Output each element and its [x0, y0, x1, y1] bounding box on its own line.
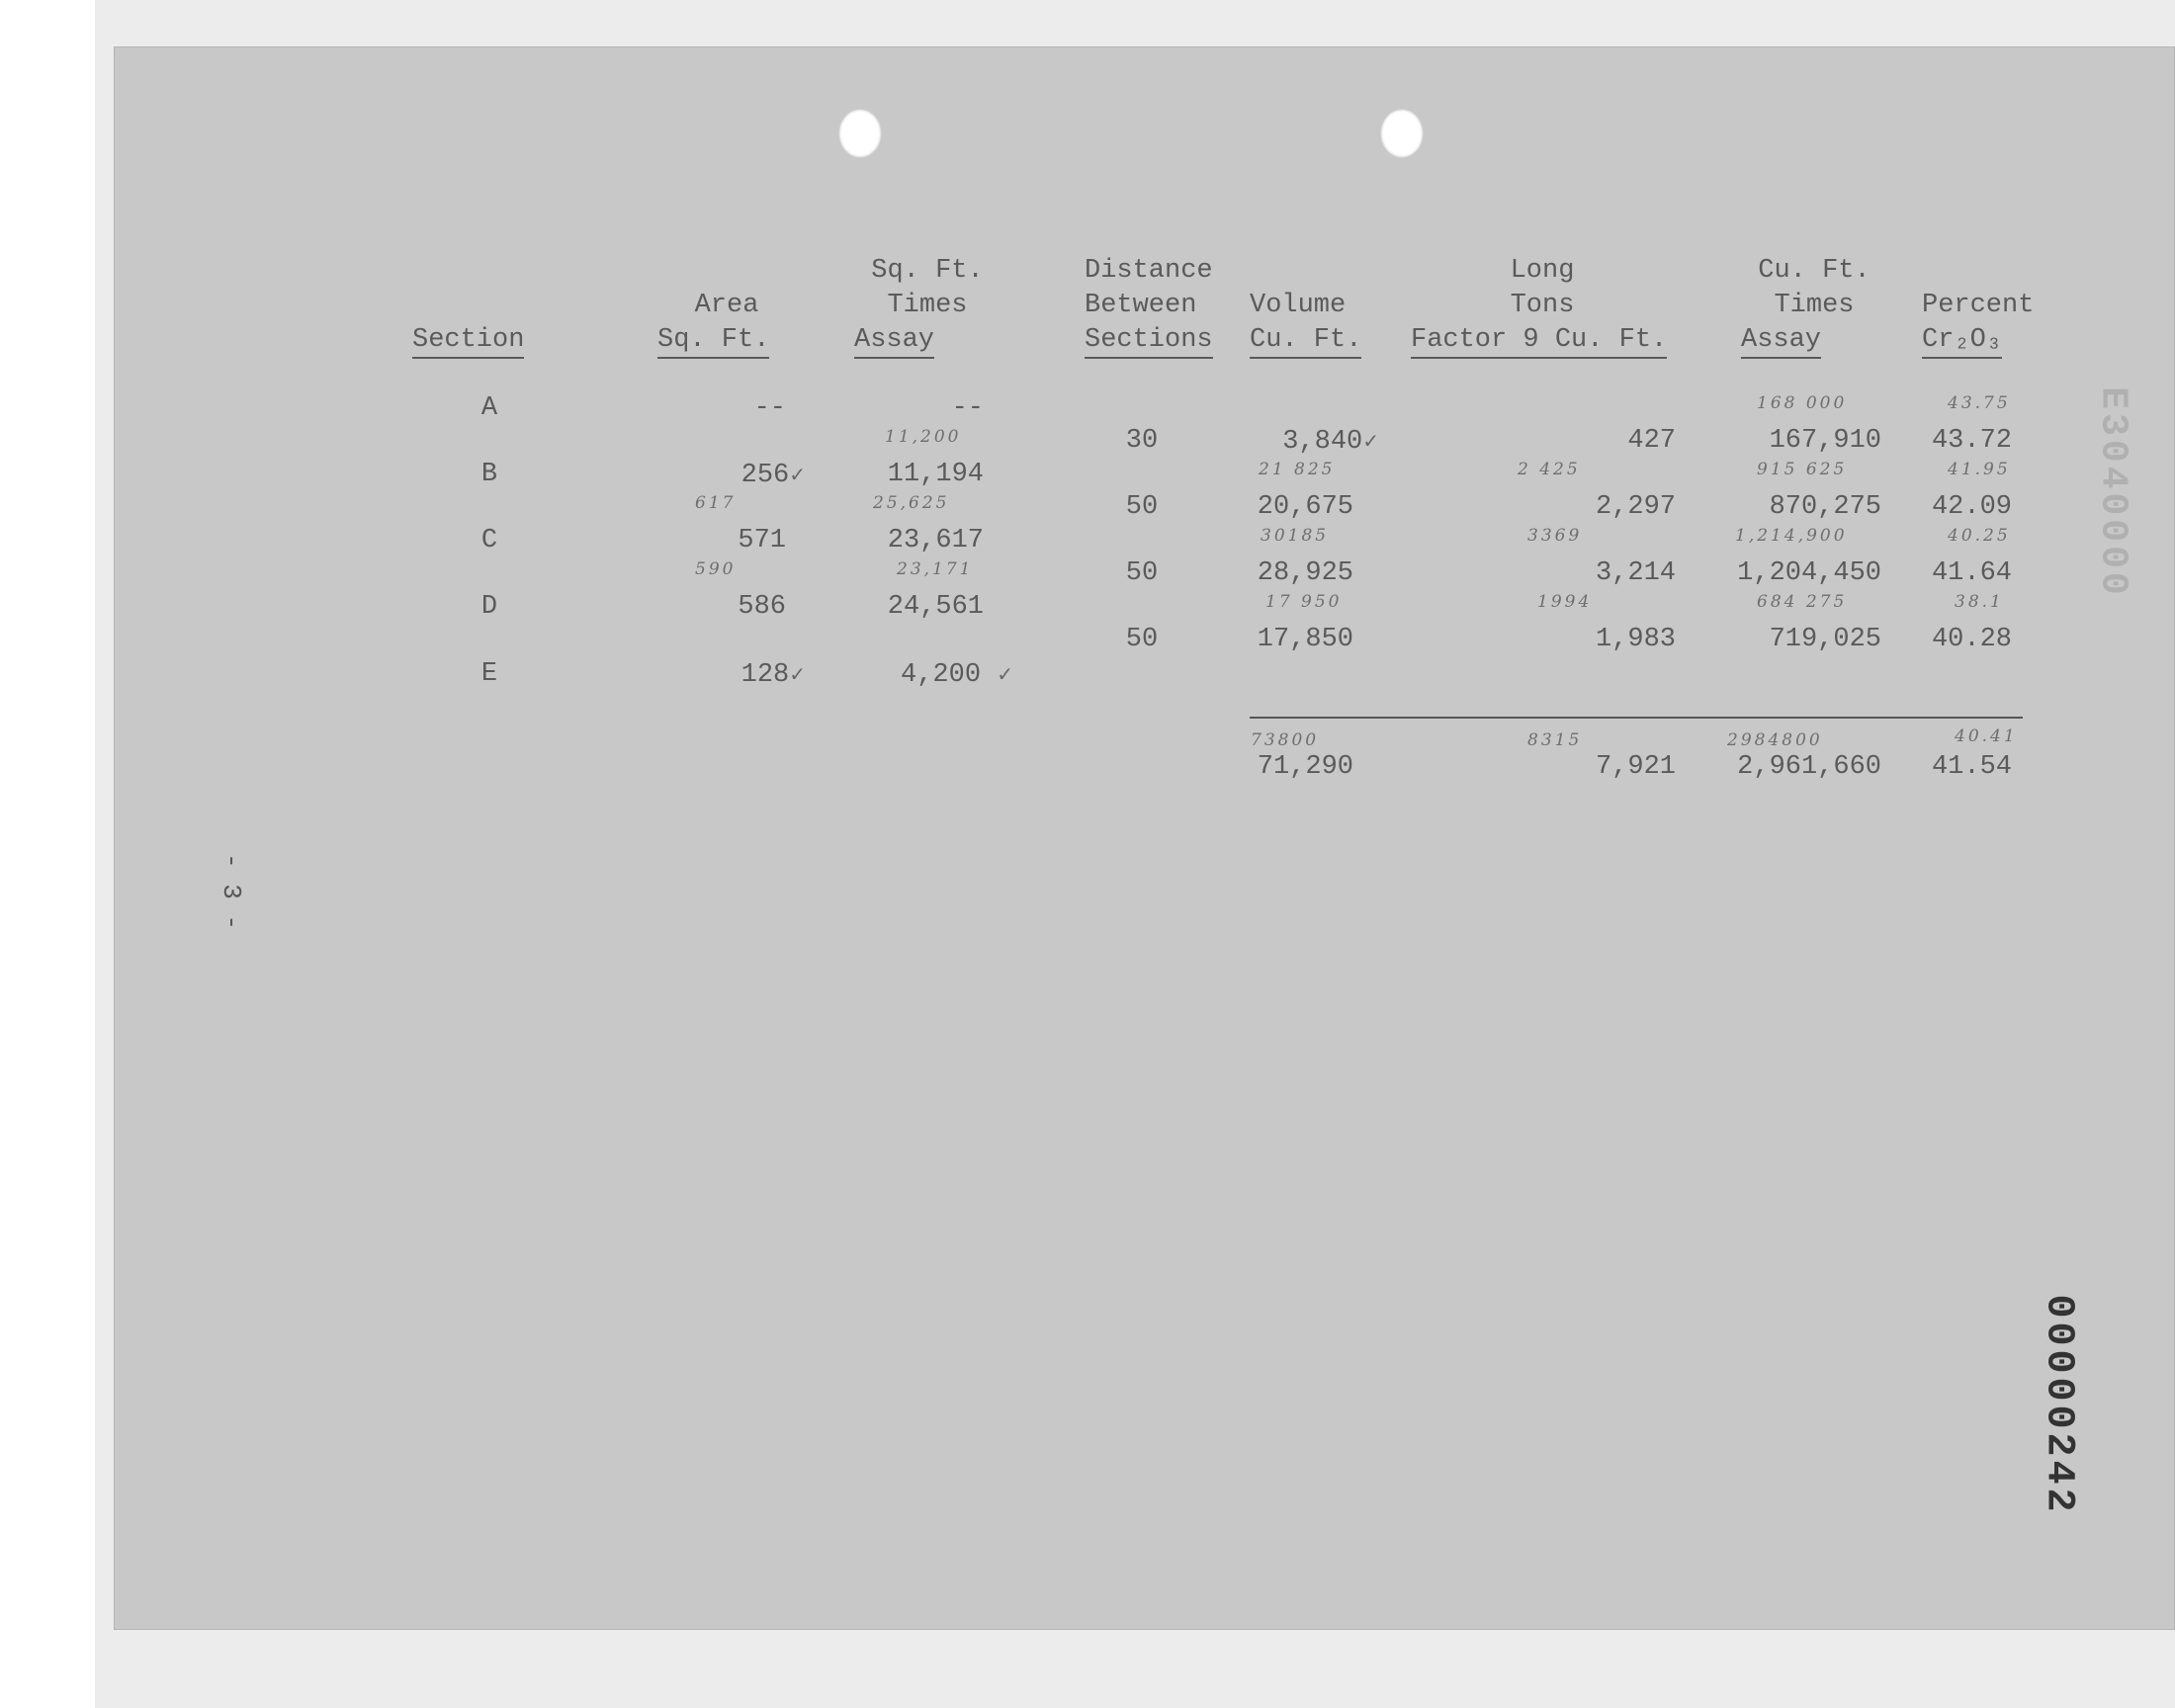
interval-volume: 3,840✓ — [1282, 427, 1379, 457]
header-cuft-top: Cu. Ft. — [1758, 256, 1870, 286]
interval-cuft-assay: 719,025 — [1769, 625, 1881, 654]
handwritten-note: 11,200 — [885, 427, 962, 447]
interval-percent: 43.72 — [1931, 426, 2012, 456]
section-sqft-assay: 24,561 — [887, 592, 984, 622]
interval-cuft-assay: 1,204,450 — [1737, 558, 1881, 588]
header-tons-bottom: Factor 9 Cu. Ft. — [1411, 324, 1667, 359]
check-mark-icon: ✓ — [789, 463, 806, 486]
total-percent: 41.54 — [1931, 752, 2012, 782]
header-sqft-mid: Times — [887, 291, 968, 320]
header-tons-top: Long — [1510, 256, 1575, 286]
section-name: A — [480, 393, 498, 423]
totals-rule — [1250, 717, 2023, 719]
interval-volume: 28,925 — [1257, 558, 1353, 588]
handwritten-note: 2984800 — [1727, 730, 1823, 750]
header-volume-top: Volume — [1250, 291, 1347, 320]
handwritten-note: 1,214,900 — [1735, 526, 1848, 546]
page-number: - 3 - — [217, 852, 247, 931]
section-name: E — [480, 659, 498, 689]
handwritten-note: 590 — [695, 559, 737, 579]
header-volume-bottom: Cu. Ft. — [1250, 324, 1361, 359]
handwritten-note: 43.75 — [1948, 393, 2011, 413]
section-area: 586 — [738, 592, 786, 622]
handwritten-note: 38.1 — [1955, 592, 2004, 612]
interval-distance: 50 — [1125, 625, 1159, 654]
section-name: B — [480, 460, 498, 489]
header-tons-mid: Tons — [1510, 291, 1575, 320]
section-name: C — [480, 526, 498, 555]
section-area: -- — [753, 393, 786, 423]
interval-distance: 30 — [1125, 426, 1159, 456]
handwritten-note: 684 275 — [1757, 592, 1848, 612]
interval-tons: 2,297 — [1595, 492, 1676, 522]
handwritten-note: 41.95 — [1948, 460, 2011, 479]
header-percent-bottom: Cr₂O₃ — [1922, 324, 2002, 359]
interval-cuft-assay: 167,910 — [1769, 426, 1881, 456]
header-distance-top: Distance — [1085, 256, 1213, 286]
section-sqft-assay: -- — [951, 393, 984, 423]
interval-tons: 3,214 — [1595, 558, 1676, 588]
handwritten-note: 1994 — [1537, 592, 1593, 612]
section-sqft-assay: 23,617 — [887, 526, 984, 555]
header-distance-bottom: Sections — [1085, 324, 1213, 359]
header-sqft-bottom: Assay — [854, 324, 934, 359]
handwritten-note: 2 425 — [1518, 460, 1581, 479]
header-distance-mid: Between — [1085, 291, 1197, 320]
check-mark-icon: ✓ — [997, 662, 1013, 686]
document-stamp-number: 00000242 — [2036, 1294, 2081, 1516]
handwritten-note: 23,171 — [897, 559, 974, 579]
total-tons: 7,921 — [1595, 752, 1676, 782]
document-page — [114, 46, 2175, 1630]
handwritten-note: 3369 — [1527, 526, 1583, 546]
section-name: D — [480, 592, 498, 622]
interval-distance: 50 — [1125, 558, 1159, 588]
header-percent-top: Percent — [1922, 291, 2035, 320]
section-area: 571 — [738, 526, 786, 555]
header-cuft-bottom: Assay — [1741, 324, 1821, 359]
header-area-top: Area — [694, 291, 759, 320]
header-cuft-mid: Times — [1774, 291, 1855, 320]
handwritten-note: 40.25 — [1948, 526, 2011, 546]
interval-percent: 40.28 — [1931, 625, 2012, 654]
interval-distance: 50 — [1125, 492, 1159, 522]
handwritten-note: 617 — [695, 493, 737, 513]
handwritten-note: 40.41 — [1955, 726, 2018, 746]
interval-volume: 20,675 — [1257, 492, 1353, 522]
total-cuft-assay: 2,961,660 — [1737, 752, 1881, 782]
interval-tons: 1,983 — [1595, 625, 1676, 654]
handwritten-note: 21 825 — [1259, 460, 1336, 479]
handwritten-note: 915 625 — [1757, 460, 1848, 479]
header-area-bottom: Sq. Ft. — [657, 324, 769, 359]
section-area: 256✓ — [740, 461, 806, 490]
interval-cuft-assay: 870,275 — [1769, 492, 1881, 522]
interval-tons: 427 — [1627, 426, 1676, 456]
section-area: 128✓ — [740, 660, 806, 690]
faint-stamp: E3040000 — [2091, 386, 2134, 599]
handwritten-note: 8315 — [1527, 730, 1583, 750]
punch-hole-left — [838, 109, 882, 158]
handwritten-note: 30185 — [1261, 526, 1330, 546]
section-sqft-assay: 4,200 ✓ — [901, 660, 1013, 690]
section-sqft-assay: 11,194 — [887, 460, 984, 489]
handwritten-note: 73800 — [1251, 730, 1320, 750]
total-volume: 71,290 — [1257, 752, 1353, 782]
interval-volume: 17,850 — [1257, 625, 1353, 654]
interval-percent: 42.09 — [1931, 492, 2012, 522]
header-sqft-top: Sq. Ft. — [871, 256, 984, 286]
handwritten-note: 25,625 — [873, 493, 950, 513]
handwritten-note: 17 950 — [1265, 592, 1343, 612]
check-mark-icon: ✓ — [789, 662, 806, 686]
handwritten-note: 168 000 — [1757, 393, 1848, 413]
header-section: Section — [412, 324, 524, 359]
scan-margin — [0, 0, 95, 1708]
check-mark-icon: ✓ — [1362, 429, 1379, 453]
punch-hole-right — [1380, 109, 1424, 158]
interval-percent: 41.64 — [1931, 558, 2012, 588]
